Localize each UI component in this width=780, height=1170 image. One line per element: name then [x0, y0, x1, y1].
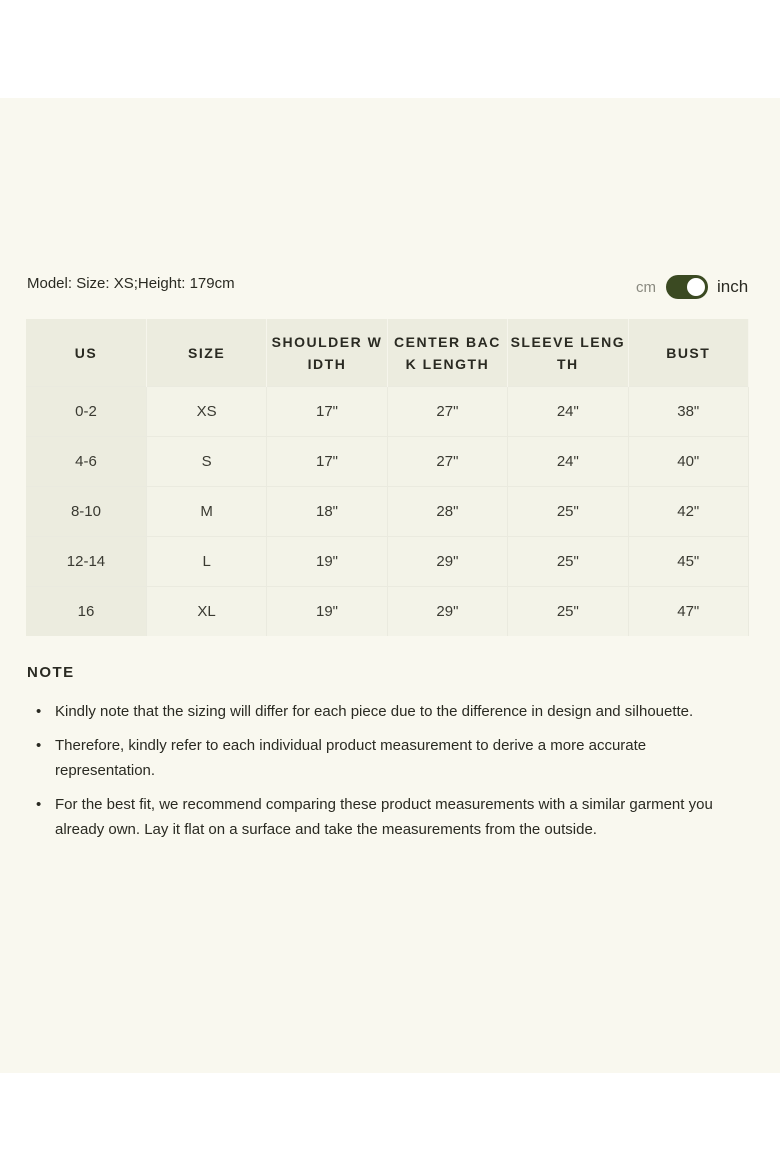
- header-shoulder-width: SHOULDER WIDTH: [267, 319, 387, 387]
- cell-bust: 42": [628, 487, 748, 537]
- cell-bust: 38": [628, 387, 748, 437]
- header-size: SIZE: [146, 319, 266, 387]
- cell-us: 0-2: [26, 387, 146, 437]
- table-header-row: [26, 319, 749, 387]
- bullet-icon: •: [36, 703, 42, 720]
- cell-sleeve-length: 25": [508, 587, 628, 637]
- unit-cm-label[interactable]: cm: [636, 278, 656, 296]
- note-item-text: Therefore, kindly refer to each individual product measurement to derive a more accurate representation.: [55, 737, 647, 779]
- cell-shoulder-width: 19": [267, 537, 387, 587]
- table-row: [26, 487, 749, 537]
- model-info: Model: Size: XS;Height: 179cm: [27, 275, 235, 292]
- note-item: [27, 699, 747, 724]
- header-bust: BUST: [628, 319, 748, 387]
- cell-shoulder-width: 18": [267, 487, 387, 537]
- table-row: [26, 387, 749, 437]
- note-item: [27, 733, 747, 783]
- header-sleeve-length: SLEEVE LENGTH: [508, 319, 628, 387]
- cell-center-back-length: 29": [387, 587, 507, 637]
- cell-size: L: [146, 537, 266, 587]
- table-row: [26, 537, 749, 587]
- cell-sleeve-length: 25": [508, 537, 628, 587]
- bullet-icon: •: [36, 737, 42, 754]
- note-item: [27, 792, 747, 842]
- cell-shoulder-width: 17": [267, 387, 387, 437]
- switch-knob: [686, 277, 706, 297]
- cell-center-back-length: 29": [387, 537, 507, 587]
- cell-us: 4-6: [26, 437, 146, 487]
- cell-size: M: [146, 487, 266, 537]
- cell-shoulder-width: 17": [267, 437, 387, 487]
- unit-toggle[interactable]: [636, 272, 748, 302]
- cell-size: S: [146, 437, 266, 487]
- header-center-back-length: CENTER BACK LENGTH: [387, 319, 507, 387]
- cell-center-back-length: 27": [387, 387, 507, 437]
- unit-switch[interactable]: [666, 275, 708, 299]
- note-heading: NOTE: [27, 664, 75, 681]
- cell-shoulder-width: 19": [267, 587, 387, 637]
- cell-sleeve-length: 24": [508, 437, 628, 487]
- cell-bust: 40": [628, 437, 748, 487]
- cell-center-back-length: 28": [387, 487, 507, 537]
- cell-sleeve-length: 24": [508, 387, 628, 437]
- table-row: [26, 437, 749, 487]
- note-item-text: Kindly note that the sizing will differ for each piece due to the difference in design and silhouette.: [55, 703, 694, 720]
- bullet-icon: •: [36, 796, 42, 813]
- note-list: [27, 699, 747, 851]
- size-table: [26, 319, 749, 636]
- cell-us: 8-10: [26, 487, 146, 537]
- table-row: [26, 587, 749, 637]
- cell-bust: 45": [628, 537, 748, 587]
- cell-size: XS: [146, 387, 266, 437]
- cell-us: 12-14: [26, 537, 146, 587]
- unit-inch-label[interactable]: inch: [717, 277, 749, 296]
- header-us: US: [26, 319, 146, 387]
- cell-size: XL: [146, 587, 266, 637]
- cell-bust: 47": [628, 587, 748, 637]
- cell-center-back-length: 27": [387, 437, 507, 487]
- cell-sleeve-length: 25": [508, 487, 628, 537]
- note-item-text: For the best fit, we recommend comparing these product measurements with a similar garment you already own. Lay it flat on a surface and take the measurements from the outside.: [55, 796, 713, 838]
- cell-us: 16: [26, 587, 146, 637]
